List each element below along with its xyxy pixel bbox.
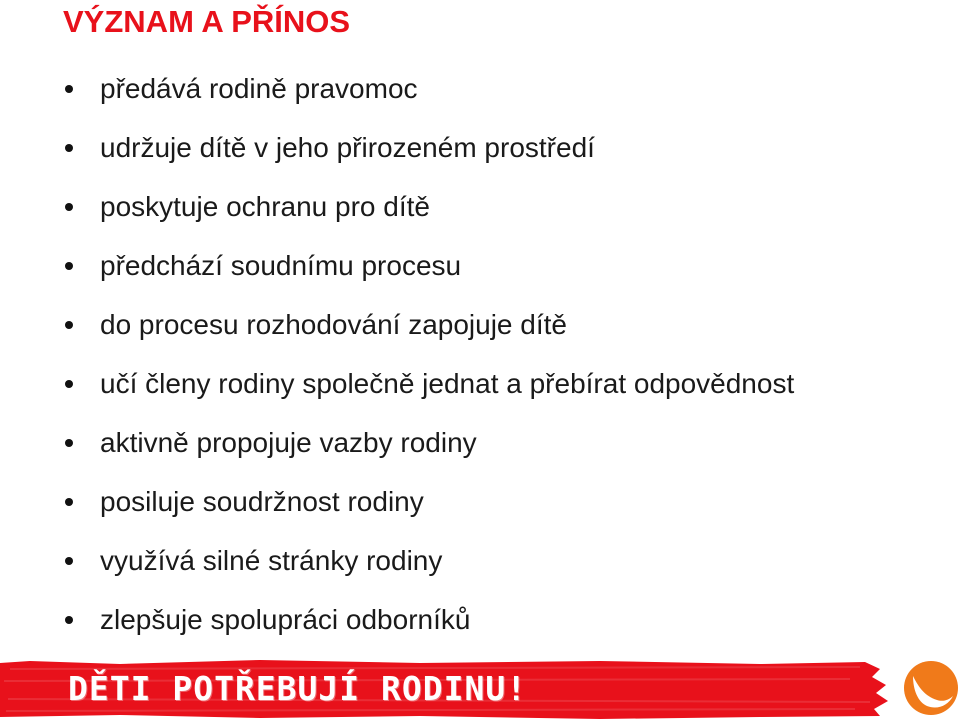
orange-circle-smile-logo-icon [903, 660, 959, 716]
bullet-icon [65, 203, 73, 211]
bullet-icon [65, 616, 73, 624]
bullet-icon [65, 144, 73, 152]
bullet-text: posiluje soudržnost rodiny [100, 485, 424, 517]
bullet-text: využívá silné stránky rodiny [100, 544, 443, 576]
bullet-icon [65, 557, 73, 565]
bullet-icon [65, 262, 73, 270]
bullet-icon [65, 439, 73, 447]
list-item [58, 295, 794, 354]
bullet-text: předchází soudnímu procesu [100, 249, 462, 281]
footer-banner [0, 659, 890, 719]
bullet-text: poskytuje ochranu pro dítě [100, 190, 430, 222]
list-item [58, 177, 794, 236]
list-item [58, 59, 794, 118]
bullet-text: aktivně propojuje vazby rodiny [100, 426, 477, 458]
bullet-text: učí členy rodiny společně jednat a přebírat odpovědnost [100, 367, 795, 399]
bullet-list [58, 59, 794, 649]
list-item [58, 413, 794, 472]
list-item [58, 118, 794, 177]
list-item [58, 354, 794, 413]
bullet-icon [65, 321, 73, 329]
footer-slogan: DĚTI POTŘEBUJÍ RODINU! [68, 669, 528, 708]
bullet-icon [65, 85, 73, 93]
bullet-text: do procesu rozhodování zapojuje dítě [100, 308, 567, 340]
list-item [58, 531, 794, 590]
bullet-text: udržuje dítě v jeho přirozeném prostředí [100, 131, 595, 163]
list-item [58, 236, 794, 295]
bullet-text: předává rodině pravomoc [100, 72, 418, 104]
list-item [58, 472, 794, 531]
bullet-text: zlepšuje spolupráci odborníků [100, 603, 471, 635]
list-item [58, 590, 794, 649]
bullet-icon [65, 498, 73, 506]
bullet-icon [65, 380, 73, 388]
slide-title: VÝZNAM A PŘÍNOS [63, 4, 351, 39]
